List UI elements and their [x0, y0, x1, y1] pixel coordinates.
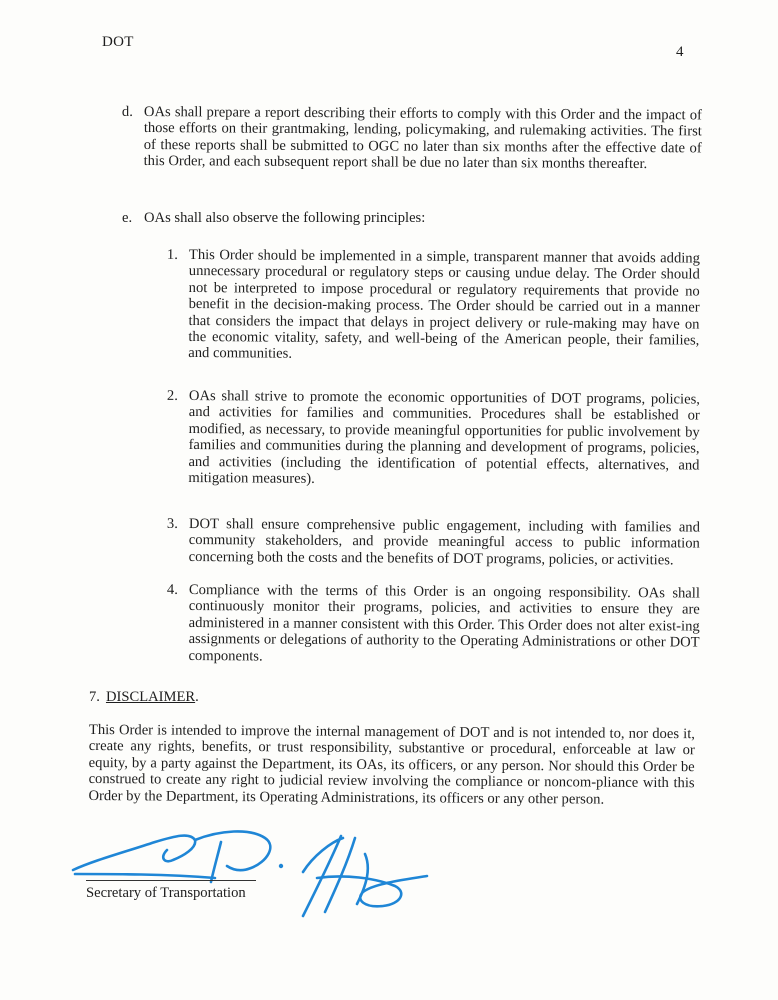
- principle-2-label: 2.: [166, 387, 178, 404]
- principle-1-text: This Order should be implemented in a simple, transparent manner that avoids adding unnecessary procedural or regulatory steps or causing undue delay. The Order should not be interpreted to impose procedural or regulatory requirements that provide no benefit in the decision-making process. The Order should be carried out in a manner that considers the impact that delays in project delivery or rule-making may have on the economic vitality, safety, and well-being of the American people, their families, and communities.: [188, 247, 700, 363]
- item-d-text: OAs shall prepare a report describing their efforts to comply with this Order and the impact of those efforts on their grantmaking, lending, policymaking, and rulemaking activities. The first of these reports shall be submitted to OGC no later than six months after the effective date of this Order, and each subsequent report shall be due no later than six months thereafter.: [143, 104, 702, 173]
- principle-3-label: 3.: [166, 515, 178, 532]
- principle-1-label: 1.: [166, 246, 178, 263]
- signature-stroke: [195, 831, 270, 870]
- signature-stroke: [325, 838, 355, 912]
- header-agency: DOT: [102, 34, 134, 50]
- signature-stroke: [75, 874, 215, 878]
- item-e: [122, 210, 702, 226]
- principle-4: [166, 581, 700, 668]
- signature-dot: [279, 864, 283, 868]
- principle-4-text: Compliance with the terms of this Order is an ongoing responsibility. OAs shall continuously monitor their programs, policies, and activities to ensure they are administered in a manner consistent with this Order. This Order does not alter exist-ing assignments or delegations of authority to the Operating Administrations or other DOT components.: [188, 582, 700, 665]
- signature-line: [86, 880, 256, 881]
- principle-3-text: DOT shall ensure comprehensive public engagement, including with families and community stakeholders, and provide meaningful access to public information concerning both the costs and the benefits of DOT programs, policies, or activities.: [188, 516, 700, 569]
- item-d: [121, 103, 702, 173]
- section-7-number: 7.: [89, 689, 100, 705]
- item-e-text: OAs shall also observe the following principles:: [144, 210, 426, 226]
- signature-graphic: [55, 812, 475, 932]
- signature-caption: Secretary of Transportation: [86, 885, 246, 901]
- item-d-label: d.: [121, 103, 133, 120]
- principle-2: [166, 387, 700, 490]
- disclaimer-text: This Order is intended to improve the internal management of DOT and is not intended to, nor does it, create any rights, benefits, or trust responsibility, substantive or procedural, enforceable at law or equity, by a party against the Department, its OAs, its officers, or any person. Nor should this Order be construed to create any right to judicial review involving the compliance or noncom-pliance with this Order by the Department, its Operating Administrations, its officers or any other person.: [88, 722, 695, 808]
- signature-stroke: [73, 836, 195, 870]
- principle-1: [166, 246, 700, 365]
- principle-4-label: 4.: [166, 581, 178, 598]
- section-7-heading: [89, 689, 199, 706]
- page-number: 4: [676, 44, 684, 60]
- principle-3: [166, 515, 700, 569]
- section-7-title: DISCLAIMER: [105, 689, 196, 705]
- principle-2-text: OAs shall strive to promote the economic opportunities of DOT programs, policies, and activities for families and communities. Procedures shall be established or modified, as necessary, to provide meaningful opportunities for public involvement by families and communities during the planning and development of programs, policies, and activities (including the identification of potential effects, alternatives, and mitigation measures).: [188, 388, 700, 487]
- signature-stroke: [211, 842, 221, 882]
- section-7-title-suffix: .: [195, 689, 199, 705]
- item-e-label: e.: [122, 210, 133, 226]
